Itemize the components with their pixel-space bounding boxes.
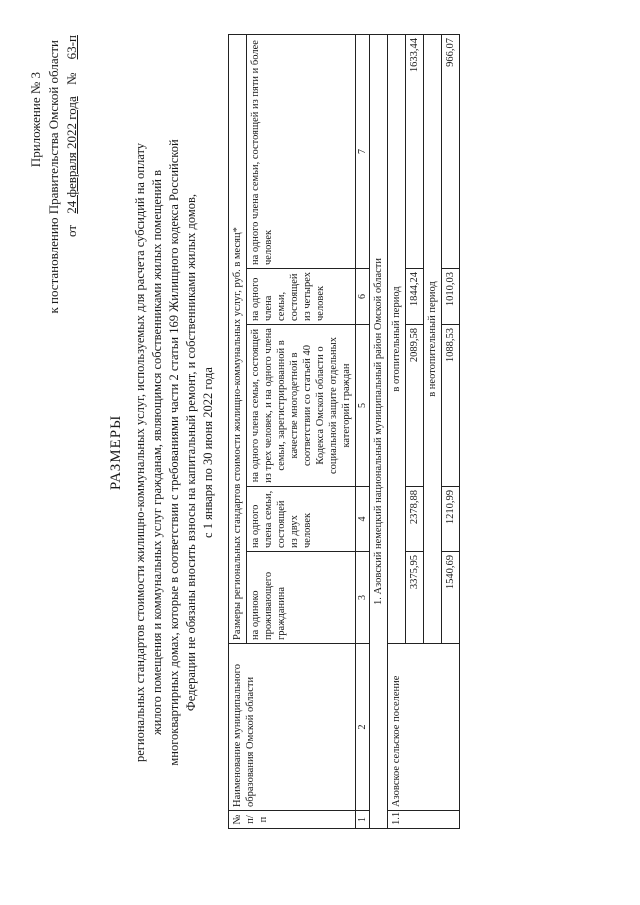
subtitle-line: Федерации не обязаны вносить взносы на капитальный ремонт, и собственниками жилых домов, — [184, 193, 198, 712]
nonheating-value: 966,07 — [442, 35, 460, 269]
col-num: 5 — [356, 325, 370, 487]
header-number: № п/п — [229, 811, 356, 829]
header-single: на одиноко проживающего гражданина — [247, 552, 356, 644]
header-family-4: на одного члена семьи, состоящей из четырех человек — [247, 269, 356, 325]
col-num: 4 — [356, 487, 370, 552]
heating-value: 2089,58 — [406, 325, 424, 487]
heating-value: 1633,44 — [406, 35, 424, 269]
document-title: РАЗМЕРЫ — [108, 414, 124, 491]
table-header-row — [229, 35, 247, 829]
subtitle-line: региональных стандартов стоимости жилищно-коммунальных услуг, используемых для расчета субсидий на оплату — [133, 142, 147, 763]
appendix-number: Приложение № 3 — [28, 72, 43, 168]
nonheating-value: 1010,03 — [442, 269, 460, 325]
subtitle-line: жилого помещения и коммунальных услуг гражданам, являющимся собственниками жилых помещений в — [150, 169, 164, 736]
subtitle-line: многоквартирных домах, которые в соответствии с требованиями части 2 статьи 169 Жилищного кодекса Российской — [167, 139, 181, 766]
nonheating-period-label: в неотопительный период — [424, 35, 442, 644]
heating-value: 3375,95 — [406, 552, 424, 644]
col-num: 7 — [356, 35, 370, 269]
col-num: 2 — [356, 644, 370, 811]
header-municipality: Наименование муниципального образования Омской области — [229, 644, 356, 811]
heating-value: 1844,24 — [406, 269, 424, 325]
col-num: 3 — [356, 552, 370, 644]
heating-value: 2378,88 — [406, 487, 424, 552]
row-municipality: Азовское сельское поселение — [388, 644, 460, 811]
table-row — [388, 35, 406, 829]
standards-table — [228, 34, 460, 829]
nonheating-value: 1210,99 — [442, 487, 460, 552]
decree-date-line — [64, 25, 80, 237]
date-prefix: от — [64, 224, 79, 237]
header-family-2: на одного члена семьи, состоящей из двух человек — [247, 487, 356, 552]
row-number: 1.1 — [388, 811, 460, 829]
document-subtitle — [132, 0, 217, 905]
column-numbers-row — [356, 35, 370, 829]
subtitle-line: с 1 января по 30 июня 2022 года — [201, 367, 215, 538]
header-family-3: на одного члена семьи, состоящей из трех человек, и на одного члена семьи, зарегистрированной в качестве многодетной в соответствии со статьей 40 Кодекса Омской области о социальной защите отдельных категорий граждан — [247, 325, 356, 487]
header-standards-group: Размеры региональных стандартов стоимости жилищно-коммунальных услуг, руб. в месяц* — [229, 35, 247, 644]
number-prefix: № — [64, 72, 79, 86]
nonheating-value: 1540,69 — [442, 552, 460, 644]
col-num: 1 — [356, 811, 370, 829]
header-family-5: на одного члена семьи, состоящей из пяти и более человек — [247, 35, 356, 269]
decree-number: 63-п — [64, 35, 79, 60]
nonheating-value: 1088,53 — [442, 325, 460, 487]
section-row — [370, 35, 388, 829]
decree-reference: к постановлению Правительства Омской области — [46, 40, 61, 314]
decree-date: 24 февраля 2022 года — [64, 96, 79, 214]
heating-period-label: в отопительный период — [388, 35, 406, 644]
section-title: 1. Азовский немецкий национальный муниципальный район Омской области — [370, 35, 388, 829]
col-num: 6 — [356, 269, 370, 325]
